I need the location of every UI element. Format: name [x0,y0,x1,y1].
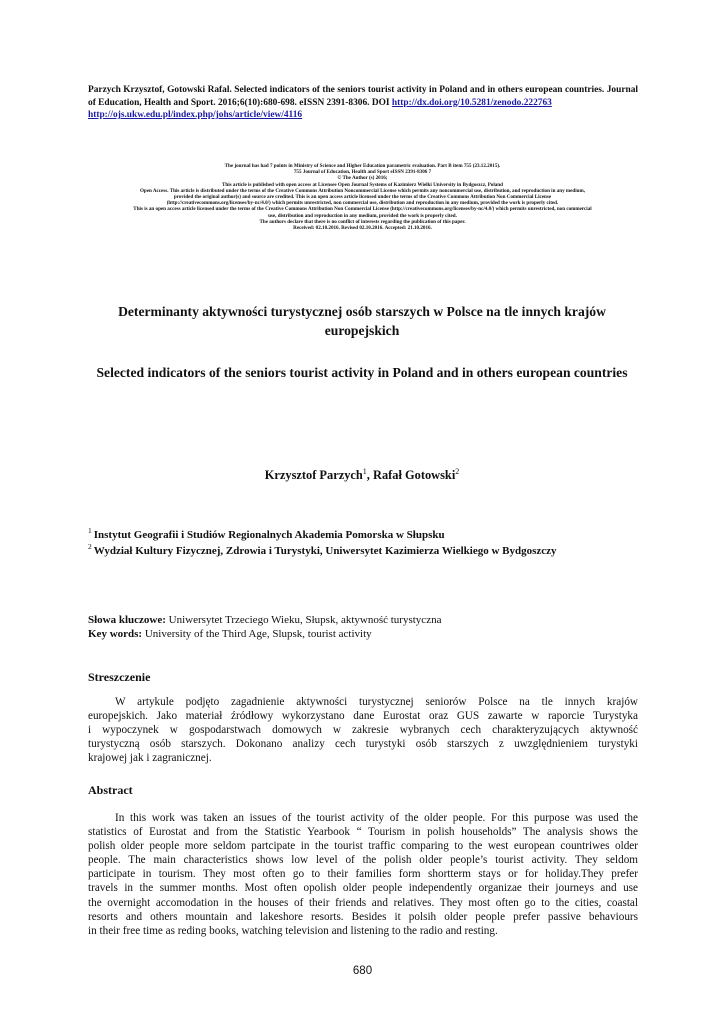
notice-line: (http://creativecommons.org/licenses/by-nc/4.0/) which permits unrestricted, non commercial use, distribution and reproduction in any medium, provided the work is properly cited. [166,200,559,207]
notice-line: The journal has had 7 points in Ministry of Science and Higher Education parametric evaluation. Part B item 755 (23.12.2015). [224,163,501,169]
license-notice [80,163,645,231]
streszczenie-heading: Streszczenie [88,670,151,684]
affiliation-text: Wydział Kultury Fizycznej, Zdrowia i Turystyki, Uniwersytet Kazimierza Wielkiego w Bydgoszczy [93,545,557,557]
notice-line: 755 Journal of Education, Health and Sport eISSN 2391-8306 7 [293,169,432,176]
paragraph-line: W artykule podjęto zagadnienie aktywności turystycznej seniorów Polsce na tle innych krajów [115,696,638,708]
author-affiliation-mark: 1 [362,466,367,476]
author-affiliation-mark: 2 [455,466,460,476]
paragraph-line: i wypoczynek w gospodarstwach domowych w zakresie wybranych cech charakteryzujących aktywność [88,724,638,737]
doi-link[interactable]: http://dx.doi.org/10.5281/zenodo.222763 [391,97,552,108]
affiliation [88,526,648,541]
paragraph-line: In this work was taken an issues of the tourist activity of the older people. For this purpose was used the [115,812,638,824]
ojs-link[interactable]: http://ojs.ukw.edu.pl/index.php/johs/article/view/4116 [88,110,303,121]
affiliation-number: 1 [88,526,92,536]
title-polish: Determinanty aktywności turystycznej osób starszych w Polsce na tle innych krajów europejskich [118,304,606,338]
paragraph-line: krajowej jak i zagranicznej. [88,752,212,765]
paragraph-line: people. The main characteristics shows low level of the polish older people’s tourist activity. They seldom [88,854,638,867]
keywords-text: University of the Third Age, Slupsk, tourist activity [142,628,372,640]
paragraph-line: resorts and others mountain and lakeshore resorts. Besides it polsih older people prefer passive behaviours [88,910,638,923]
paragraph-line: the overnight accomodation in the houses of their friends and relatives. They most often go to the cities, coastal [88,896,638,909]
page-number: 680 [352,965,373,977]
keywords-english [88,627,648,641]
notice-line: This article is published with open access at Licensee Open Journal Systems of Kazimierz Wielki University in Bydgoszcz, Poland [222,181,503,188]
author-separator: , [366,468,373,482]
notice-line: Open Access. This article is distributed under the terms of the Creative Commons Attribution Noncommercial License which permits any noncommercial use, distribution, and reproduction in any medium, [139,187,586,194]
citation-block [88,84,638,122]
paragraph-line: statistics of Eurostat and from the Statistic Yearbook “ Tourism in polish households” The analysis shows the [88,826,638,839]
notice-line: provided the original author(s) and source are credited. This is an open access article licensed under the terms of the Creative Commons Attribution Non Commercial License [173,194,552,201]
paragraph-line: polish older people more seldom partcipate in the tourist traffic comparing to the west european countriwes older [88,840,638,853]
notice-line: © The Author (s) 2016; [337,175,388,182]
notice-line: This is an open access article licensed under the terms of the Creative Commons Attribution Non Commercial License (http://creativecommons.org/licenses/by-nc/4.0/) which permits unrestricted, non commercial [133,206,592,213]
paragraph-line: travels in the summer months. Most often opolish older people independently organizae their journeys and use [88,882,638,895]
affiliation [88,542,648,557]
author-name: Rafał Gotowski [373,468,456,482]
paragraph-line: turystyczną osób starszych. Dokonano analizy cech turystyki osób starszych z uwzględnieniem turystyki [88,738,638,751]
paragraph-line: in their free time as reding books, watching television and listening to the radio and resting. [88,924,498,937]
citation-text: Parzych Krzysztof, Gotowski Rafal. Selected indicators of the seniors tourist activity in Poland and in others european countries. Journal of Education, Health and Sport. 2016;6(10):680-698. eISSN 2391-8306. DOI [88,85,638,108]
paragraph-line: europejskich. Jako materiał źródłowy wykorzystano dane Eurostat oraz GUS zawarte w raporcie Turystyka [88,710,638,723]
notice-line: The authors declare that there is no conflict of interests regarding the publication of this paper. [259,218,466,225]
authors-line [88,468,636,483]
abstract-heading: Abstract [88,783,133,797]
paragraph-line: participate in tourism. They most often go to their families form shortterm stays or for holiday.They prefer [88,868,638,881]
keywords-text: Uniwersytet Trzeciego Wieku, Słupsk, aktywność turystyczna [165,614,442,626]
notice-line: Received: 02.10.2016. Revised 02.10.2016. Accepted: 21.10.2016. [293,225,432,232]
keywords-label: Key words: [88,628,143,640]
keywords-label: Słowa kluczowe: [88,614,166,626]
notice-line: use, distribution and reproduction in any medium, provided the work is properly cited. [268,212,457,219]
streszczenie-body [88,695,638,765]
keywords-polish [88,613,648,627]
affiliation-number: 2 [88,542,92,552]
affiliation-text: Instytut Geografii i Studiów Regionalnych Akademia Pomorska w Słupsku [93,529,445,541]
author-name: Krzysztof Parzych [264,468,363,482]
title-english: Selected indicators of the seniors tourist activity in Poland and in others european countries [96,365,628,380]
abstract-body [88,811,638,938]
